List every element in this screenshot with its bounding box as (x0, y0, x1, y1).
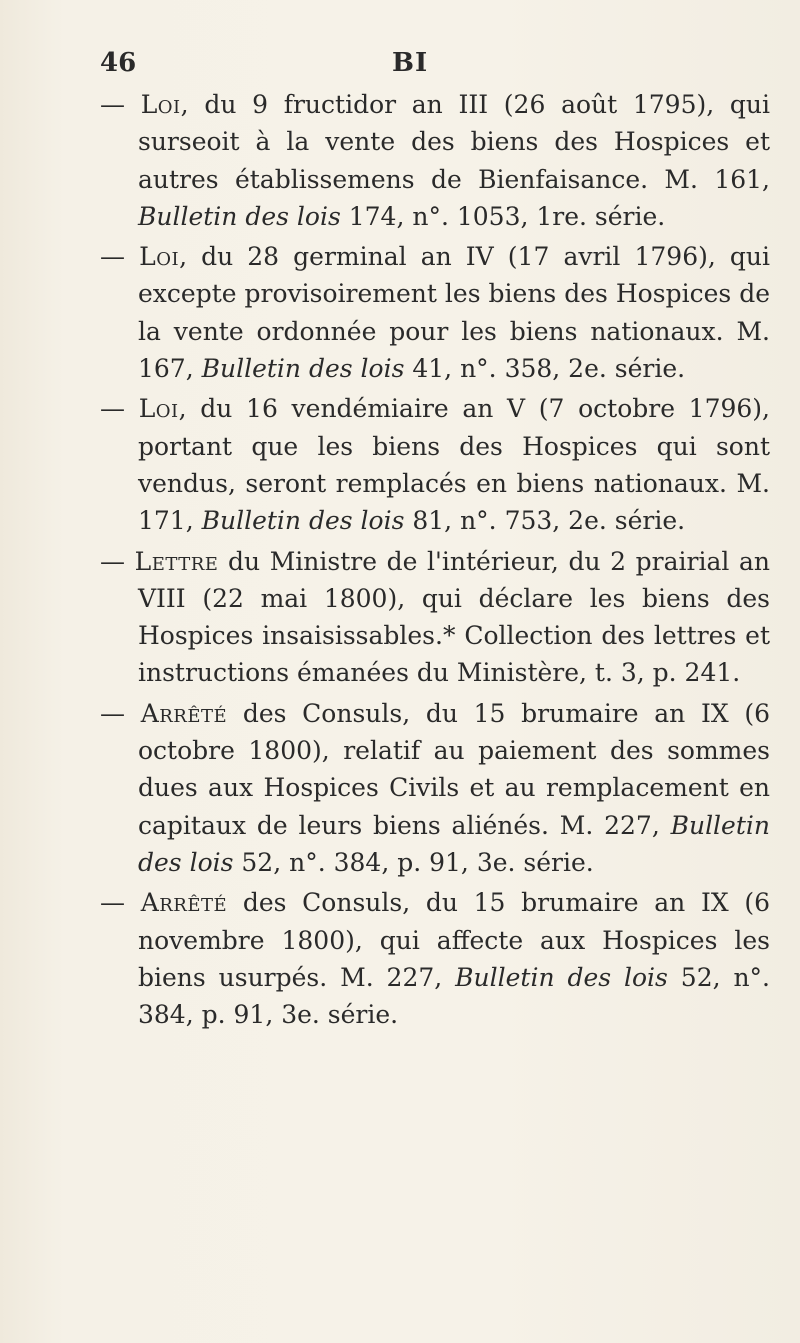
list-item (100, 695, 770, 881)
list-item (100, 86, 770, 235)
entry-reference: 174, n°. 1053, 1re. série. (340, 201, 666, 231)
list-item (100, 238, 770, 387)
entry-text: des Consuls, du 15 brumaire an IX (6 novembre 1800), qui affecte aux Hospices les biens usurpés. M. 227, (138, 888, 770, 992)
entry-dash: — (100, 242, 140, 272)
entry-source: Bulletin des lois (138, 810, 770, 877)
entry-dash: — (100, 394, 139, 424)
entry-text: , du 16 vendémiaire an V (7 octobre 1796), portant que les biens des Hospices qui sont vendus, seront remplacés en biens nationaux. M. 171, (138, 394, 771, 536)
list-item (100, 390, 770, 539)
entry-dash: — (100, 90, 141, 119)
list-item (100, 884, 770, 1033)
entry-source: Bulletin des lois (138, 201, 341, 231)
entry-source: Bulletin des lois (201, 354, 405, 384)
entry-dash: — (100, 546, 135, 576)
running-title: BI (392, 48, 429, 78)
page-number: 46 (100, 48, 137, 78)
entry-text: , du 9 fructidor an III (26 août 1795), qui surseoit à la vente des biens des Hospices et autres établissemens de Bienfaisance. M. 161, (138, 90, 770, 194)
entry-list (100, 86, 770, 1036)
entry-text: des Consuls, du 15 brumaire an IX (6 octobre 1800), relatif au paiement des sommes dues aux Hospices Civils et au remplacement en capitaux de leurs biens aliénés. M. 227, (138, 698, 770, 840)
list-item (100, 543, 770, 692)
entry-kind: Arrêté (140, 698, 228, 728)
running-head (100, 48, 700, 88)
entry-reference: 52, n°. 384, p. 91, 3e. série. (138, 962, 771, 1030)
entry-dash: — (100, 698, 141, 728)
entry-source: Bulletin des lois (201, 506, 405, 536)
entry-reference: 41, n°. 358, 2e. série. (404, 354, 686, 384)
entry-kind: Arrêté (140, 888, 228, 918)
entry-text: du Ministre de l'intérieur, du 2 prairial an VIII (22 mai 1800), qui déclare les biens des Hospices insaisissables.* Collection des lettres et instructions émanées du Ministère, t. 3, p. 241. (138, 546, 770, 688)
entry-kind: Loi (140, 90, 181, 119)
entry-reference: 81, n°. 753, 2e. série. (404, 506, 686, 536)
entry-kind: Lettre (134, 546, 219, 576)
entry-source: Bulletin des lois (455, 962, 668, 992)
entry-dash: — (100, 888, 141, 918)
entry-kind: Loi (139, 242, 180, 272)
entry-text: , du 28 germinal an IV (17 avril 1796), qui excepte provisoirement les biens des Hospices de la vente ordonnée pour les biens nationaux. M. 167, (138, 242, 771, 384)
entry-kind: Loi (138, 394, 179, 424)
entry-reference: 52, n°. 384, p. 91, 3e. série. (233, 847, 594, 877)
